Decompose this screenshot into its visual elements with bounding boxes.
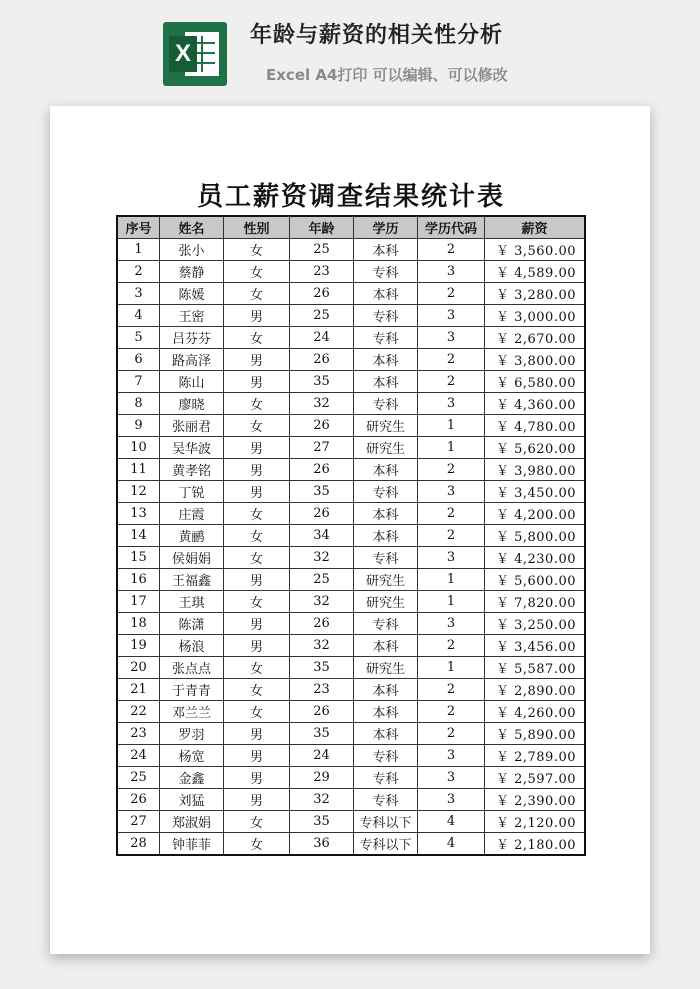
col-name-cell: 钟菲菲	[160, 833, 224, 855]
col-gender-cell: 男	[224, 613, 290, 635]
col-salary-cell: ￥ 4,589.00	[485, 261, 585, 283]
col-education-code-cell: 2	[418, 525, 485, 547]
col-salary-cell: ￥ 4,260.00	[485, 701, 585, 723]
excel-x-letter: X	[169, 36, 197, 72]
col-education-cell: 本科	[354, 525, 418, 547]
page-title: 年龄与薪资的相关性分析	[250, 23, 504, 48]
col-education-cell: 专科	[354, 393, 418, 415]
col-age-cell: 32	[290, 635, 354, 657]
col-name-cell: 陈潇	[160, 613, 224, 635]
col-index-cell: 5	[118, 327, 160, 349]
col-age-header: 年龄	[290, 217, 354, 239]
col-gender-cell: 女	[224, 811, 290, 833]
col-age-cell: 26	[290, 701, 354, 723]
col-education-code-cell: 1	[418, 437, 485, 459]
col-name-cell: 吕芬芬	[160, 327, 224, 349]
col-salary-cell: ￥ 4,200.00	[485, 503, 585, 525]
col-education-code-cell: 2	[418, 283, 485, 305]
col-salary-cell: ￥ 5,800.00	[485, 525, 585, 547]
col-salary-cell: ￥ 2,890.00	[485, 679, 585, 701]
col-gender-cell: 男	[224, 459, 290, 481]
col-salary-cell: ￥ 3,560.00	[485, 239, 585, 261]
col-education-code-cell: 2	[418, 679, 485, 701]
col-education-cell: 本科	[354, 635, 418, 657]
col-education-code-cell: 2	[418, 459, 485, 481]
col-gender-cell: 女	[224, 547, 290, 569]
col-gender-cell: 女	[224, 283, 290, 305]
col-gender-cell: 女	[224, 261, 290, 283]
col-education-code-cell: 1	[418, 591, 485, 613]
col-gender-cell: 男	[224, 745, 290, 767]
col-name-cell: 张丽君	[160, 415, 224, 437]
col-education-cell: 专科	[354, 305, 418, 327]
col-age-cell: 32	[290, 591, 354, 613]
col-age-cell: 32	[290, 789, 354, 811]
col-index-cell: 3	[118, 283, 160, 305]
col-name-cell: 罗羽	[160, 723, 224, 745]
col-name-cell: 王琪	[160, 591, 224, 613]
col-index-cell: 22	[118, 701, 160, 723]
col-education-code-cell: 3	[418, 393, 485, 415]
table-header-row	[118, 217, 585, 239]
table-row	[118, 283, 585, 305]
col-gender-cell: 女	[224, 833, 290, 855]
excel-icon	[163, 22, 227, 86]
col-index-cell: 23	[118, 723, 160, 745]
table-row	[118, 547, 585, 569]
col-gender-cell: 男	[224, 349, 290, 371]
col-age-cell: 26	[290, 613, 354, 635]
col-gender-cell: 男	[224, 481, 290, 503]
col-education-code-cell: 3	[418, 745, 485, 767]
col-age-cell: 25	[290, 569, 354, 591]
col-education-cell: 本科	[354, 459, 418, 481]
col-name-cell: 黄孝铭	[160, 459, 224, 481]
col-index-cell: 19	[118, 635, 160, 657]
col-education-code-cell: 3	[418, 261, 485, 283]
col-education-code-cell: 2	[418, 503, 485, 525]
col-salary-cell: ￥ 3,280.00	[485, 283, 585, 305]
col-salary-cell: ￥ 3,980.00	[485, 459, 585, 481]
col-age-cell: 29	[290, 767, 354, 789]
col-salary-cell: ￥ 5,600.00	[485, 569, 585, 591]
col-name-cell: 张点点	[160, 657, 224, 679]
col-age-cell: 24	[290, 327, 354, 349]
col-gender-cell: 女	[224, 503, 290, 525]
col-index-cell: 11	[118, 459, 160, 481]
col-index-cell: 4	[118, 305, 160, 327]
col-name-cell: 廖晓	[160, 393, 224, 415]
table-row	[118, 525, 585, 547]
table-row	[118, 459, 585, 481]
table-row	[118, 349, 585, 371]
col-gender-header: 性别	[224, 217, 290, 239]
col-salary-cell: ￥ 3,250.00	[485, 613, 585, 635]
table-body	[118, 239, 585, 855]
col-gender-cell: 男	[224, 767, 290, 789]
col-salary-cell: ￥ 2,180.00	[485, 833, 585, 855]
col-index-cell: 28	[118, 833, 160, 855]
col-education-cell: 专科以下	[354, 833, 418, 855]
col-education-header: 学历	[354, 217, 418, 239]
col-index-cell: 27	[118, 811, 160, 833]
col-education-cell: 专科	[354, 261, 418, 283]
col-gender-cell: 男	[224, 305, 290, 327]
col-education-code-cell: 2	[418, 349, 485, 371]
col-name-cell: 丁锐	[160, 481, 224, 503]
col-gender-cell: 女	[224, 657, 290, 679]
col-education-cell: 专科	[354, 547, 418, 569]
col-gender-cell: 女	[224, 591, 290, 613]
table-row	[118, 437, 585, 459]
col-gender-cell: 女	[224, 327, 290, 349]
col-education-code-cell: 2	[418, 723, 485, 745]
table-row	[118, 679, 585, 701]
col-education-cell: 专科	[354, 767, 418, 789]
table-row	[118, 613, 585, 635]
col-age-cell: 25	[290, 305, 354, 327]
col-education-cell: 本科	[354, 723, 418, 745]
col-index-cell: 8	[118, 393, 160, 415]
col-salary-cell: ￥ 5,620.00	[485, 437, 585, 459]
col-education-cell: 本科	[354, 283, 418, 305]
col-name-cell: 黄鹂	[160, 525, 224, 547]
col-education-code-cell: 2	[418, 239, 485, 261]
col-index-cell: 9	[118, 415, 160, 437]
col-gender-cell: 女	[224, 525, 290, 547]
col-salary-cell: ￥ 2,670.00	[485, 327, 585, 349]
table-row	[118, 745, 585, 767]
col-index-cell: 2	[118, 261, 160, 283]
col-index-cell: 16	[118, 569, 160, 591]
col-gender-cell: 女	[224, 239, 290, 261]
col-age-cell: 26	[290, 459, 354, 481]
col-education-cell: 专科	[354, 745, 418, 767]
col-index-cell: 24	[118, 745, 160, 767]
col-age-cell: 35	[290, 657, 354, 679]
col-gender-cell: 男	[224, 437, 290, 459]
table-row	[118, 569, 585, 591]
col-age-cell: 24	[290, 745, 354, 767]
col-education-cell: 专科	[354, 613, 418, 635]
col-education-cell: 研究生	[354, 437, 418, 459]
col-salary-cell: ￥ 4,230.00	[485, 547, 585, 569]
col-age-cell: 26	[290, 349, 354, 371]
col-name-cell: 郑淑娟	[160, 811, 224, 833]
col-education-code-cell: 3	[418, 305, 485, 327]
col-salary-cell: ￥ 2,390.00	[485, 789, 585, 811]
col-index-cell: 12	[118, 481, 160, 503]
col-salary-cell: ￥ 3,450.00	[485, 481, 585, 503]
table-row	[118, 239, 585, 261]
col-name-cell: 刘猛	[160, 789, 224, 811]
col-index-cell: 25	[118, 767, 160, 789]
col-education-cell: 专科	[354, 481, 418, 503]
col-age-cell: 32	[290, 393, 354, 415]
col-education-cell: 本科	[354, 503, 418, 525]
col-age-cell: 32	[290, 547, 354, 569]
col-education-cell: 研究生	[354, 569, 418, 591]
col-salary-cell: ￥ 5,890.00	[485, 723, 585, 745]
col-education-code-cell: 1	[418, 657, 485, 679]
salary-table	[117, 216, 585, 855]
col-gender-cell: 女	[224, 415, 290, 437]
col-education-cell: 本科	[354, 679, 418, 701]
page-header	[0, 0, 700, 100]
col-index-cell: 7	[118, 371, 160, 393]
col-age-cell: 25	[290, 239, 354, 261]
col-age-cell: 23	[290, 679, 354, 701]
table-row	[118, 591, 585, 613]
col-name-cell: 吴华波	[160, 437, 224, 459]
table-row	[118, 723, 585, 745]
col-gender-cell: 男	[224, 789, 290, 811]
table-row	[118, 789, 585, 811]
col-salary-header: 薪资	[485, 217, 585, 239]
col-name-cell: 杨宽	[160, 745, 224, 767]
table-row	[118, 481, 585, 503]
col-index-cell: 6	[118, 349, 160, 371]
col-education-code-cell: 3	[418, 327, 485, 349]
col-education-code-cell: 3	[418, 547, 485, 569]
table-row	[118, 811, 585, 833]
col-age-cell: 26	[290, 283, 354, 305]
col-age-cell: 35	[290, 723, 354, 745]
col-education-code-cell: 1	[418, 569, 485, 591]
col-gender-cell: 男	[224, 371, 290, 393]
col-index-cell: 18	[118, 613, 160, 635]
table-row	[118, 393, 585, 415]
col-salary-cell: ￥ 5,587.00	[485, 657, 585, 679]
col-education-code-cell: 2	[418, 371, 485, 393]
col-index-cell: 26	[118, 789, 160, 811]
col-age-cell: 26	[290, 415, 354, 437]
col-education-code-cell: 3	[418, 481, 485, 503]
table-row	[118, 503, 585, 525]
col-salary-cell: ￥ 4,780.00	[485, 415, 585, 437]
table-row	[118, 657, 585, 679]
col-education-code-cell: 3	[418, 789, 485, 811]
col-salary-cell: ￥ 3,000.00	[485, 305, 585, 327]
col-age-cell: 35	[290, 481, 354, 503]
col-education-cell: 本科	[354, 371, 418, 393]
col-name-cell: 金鑫	[160, 767, 224, 789]
col-name-cell: 陈山	[160, 371, 224, 393]
col-index-cell: 17	[118, 591, 160, 613]
col-education-cell: 本科	[354, 349, 418, 371]
col-name-header: 姓名	[160, 217, 224, 239]
col-salary-cell: ￥ 6,580.00	[485, 371, 585, 393]
col-index-cell: 15	[118, 547, 160, 569]
col-age-cell: 26	[290, 503, 354, 525]
col-education-cell: 研究生	[354, 415, 418, 437]
table-row	[118, 327, 585, 349]
col-salary-cell: ￥ 4,360.00	[485, 393, 585, 415]
table-row	[118, 833, 585, 855]
col-salary-cell: ￥ 3,456.00	[485, 635, 585, 657]
col-education-cell: 研究生	[354, 591, 418, 613]
col-name-cell: 陈媛	[160, 283, 224, 305]
col-index-cell: 20	[118, 657, 160, 679]
col-name-cell: 王福鑫	[160, 569, 224, 591]
col-education-cell: 本科	[354, 701, 418, 723]
sheet-title: 员工薪资调查结果统计表	[196, 182, 505, 212]
table-row	[118, 371, 585, 393]
col-salary-cell: ￥ 7,820.00	[485, 591, 585, 613]
col-name-cell: 张小	[160, 239, 224, 261]
col-salary-cell: ￥ 2,789.00	[485, 745, 585, 767]
col-index-cell: 10	[118, 437, 160, 459]
col-age-cell: 27	[290, 437, 354, 459]
col-education-code-cell: 2	[418, 635, 485, 657]
table-row	[118, 767, 585, 789]
col-education-code-cell: 2	[418, 701, 485, 723]
col-age-cell: 35	[290, 371, 354, 393]
col-education-cell: 专科	[354, 789, 418, 811]
col-education-code-cell: 3	[418, 613, 485, 635]
col-salary-cell: ￥ 2,597.00	[485, 767, 585, 789]
col-name-cell: 杨浪	[160, 635, 224, 657]
col-gender-cell: 女	[224, 393, 290, 415]
col-education-code-cell: 1	[418, 415, 485, 437]
col-education-code-cell: 4	[418, 811, 485, 833]
col-name-cell: 庄霞	[160, 503, 224, 525]
col-education-code-cell: 4	[418, 833, 485, 855]
col-index-header: 序号	[118, 217, 160, 239]
col-education-code-cell: 3	[418, 767, 485, 789]
col-education-cell: 研究生	[354, 657, 418, 679]
col-education-cell: 专科	[354, 327, 418, 349]
col-age-cell: 36	[290, 833, 354, 855]
col-gender-cell: 男	[224, 723, 290, 745]
col-salary-cell: ￥ 2,120.00	[485, 811, 585, 833]
col-education-cell: 本科	[354, 239, 418, 261]
col-gender-cell: 男	[224, 569, 290, 591]
col-name-cell: 路高泽	[160, 349, 224, 371]
table-row	[118, 415, 585, 437]
col-age-cell: 35	[290, 811, 354, 833]
table-row	[118, 305, 585, 327]
col-education-code-header: 学历代码	[418, 217, 485, 239]
col-name-cell: 侯娟娟	[160, 547, 224, 569]
col-index-cell: 13	[118, 503, 160, 525]
col-education-cell: 专科以下	[354, 811, 418, 833]
page-subtitle: Excel A4打印 可以编辑、可以修改	[266, 66, 508, 84]
table-row	[118, 701, 585, 723]
col-name-cell: 于青青	[160, 679, 224, 701]
col-age-cell: 34	[290, 525, 354, 547]
col-age-cell: 23	[290, 261, 354, 283]
col-name-cell: 邓兰兰	[160, 701, 224, 723]
col-gender-cell: 女	[224, 679, 290, 701]
table-row	[118, 261, 585, 283]
col-index-cell: 1	[118, 239, 160, 261]
col-index-cell: 14	[118, 525, 160, 547]
table-row	[118, 635, 585, 657]
col-salary-cell: ￥ 3,800.00	[485, 349, 585, 371]
col-name-cell: 蔡静	[160, 261, 224, 283]
col-index-cell: 21	[118, 679, 160, 701]
col-name-cell: 王密	[160, 305, 224, 327]
col-gender-cell: 男	[224, 635, 290, 657]
col-gender-cell: 女	[224, 701, 290, 723]
